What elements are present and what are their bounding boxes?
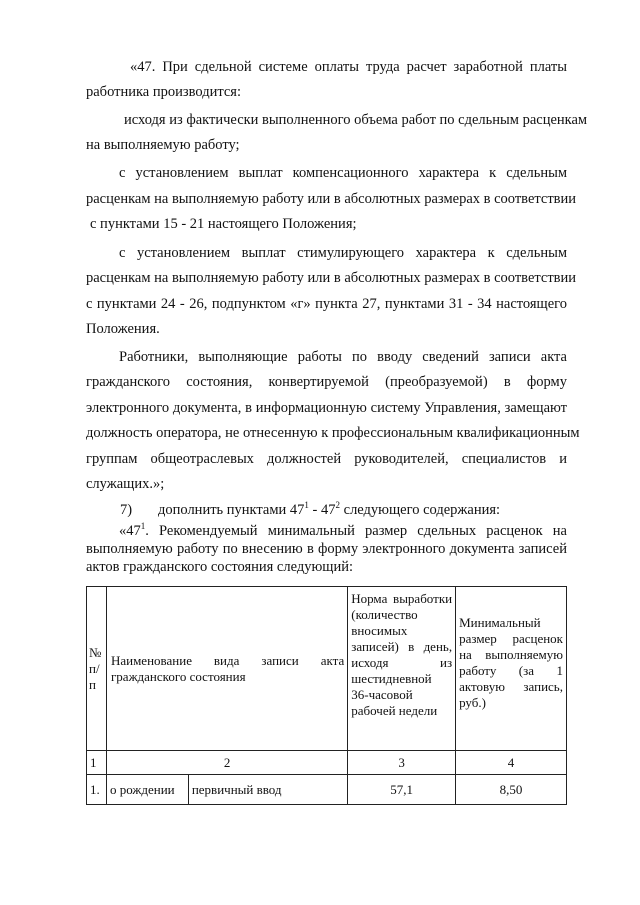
list-item-2-line-1: с установлением выплат компенсационного характера к сдельным: [119, 165, 567, 181]
list-item-3-line-2: расценкам на выполняемую работу или в абсолютных размерах в соответствии: [86, 270, 577, 286]
paragraph-operators-line-2: гражданского состояния, конвертируемой (преобразуемой) в форму: [86, 374, 567, 390]
list-item-2-line-3: с пунктами 15 - 21 настоящего Положения;: [90, 216, 357, 232]
colnum-1: 1: [87, 751, 107, 775]
paragraph-47-1-line-1: «$47^1$. Рекомендуемый минимальный размер сдельных расценок на: [119, 521, 567, 539]
paragraph-operators-line-1: Работники, выполняющие работы по вводу сведений записи акта: [119, 349, 567, 365]
paragraph-operators-line-6: служащих.»;: [86, 476, 165, 492]
colnum-3: 3: [348, 751, 456, 775]
row-record-type: о рождении: [106, 775, 188, 805]
table-colnum-row: [87, 751, 567, 775]
header-record-type: Наименование вида записи акта гражданского состояния: [106, 587, 347, 751]
header-min-rate: Минимальный размер расценок на выполняемую работу (за 1 актовую запись, руб.): [456, 587, 567, 751]
list-item-1-line-2: на выполняемую работу;: [86, 137, 240, 153]
paragraph-47-line-1: «47. При сдельной системе оплаты труда расчет заработной платы: [130, 59, 567, 75]
paragraph-47-line-2: работника производится:: [86, 84, 241, 100]
paragraph-47-1-line-2: выполняемую работу по внесению в форму электронного документа записей: [86, 541, 567, 557]
list-item-2-line-2: расценкам на выполняемую работу или в абсолютных размерах в соответствии: [86, 191, 577, 207]
colnum-4: 4: [456, 751, 567, 775]
row-number: 1.: [87, 775, 107, 805]
list-item-3-line-4: Положения.: [86, 321, 160, 337]
row-min-rate-value: 8,50: [456, 775, 567, 805]
list-item-3-line-3: с пунктами 24 - 26, подпунктом «г» пункта 27, пунктами 31 - 34 настоящего: [86, 296, 567, 312]
paragraph-47-1-line-3: актов гражданского состояния следующий:: [86, 559, 354, 575]
header-norm: Норма выработки (количество вносимых записей) в день, исходя из шестидневной 36-часовой рабочей недели: [348, 587, 456, 751]
rates-table: [86, 586, 567, 805]
row-norm-value: 57,1: [348, 775, 456, 805]
list-item-3-line-1: с установлением выплат стимулирующего характера к сдельным: [119, 245, 567, 261]
item-7-text: дополнить пунктами $47^1 - 47^2$ следующего содержания:: [158, 500, 501, 518]
item-7-number: 7): [120, 502, 133, 518]
paragraph-operators-line-3: электронного документа, в информационную систему Управления, замещают: [86, 400, 567, 416]
paragraph-operators-line-5: группам общеотраслевых должностей руководителей, специалистов и: [86, 451, 567, 467]
colnum-2: 2: [106, 751, 347, 775]
table-row: [87, 775, 567, 805]
paragraph-operators-line-4: должность оператора, не отнесенную к профессиональным квалификационным: [86, 425, 580, 441]
header-number: № п/п: [87, 587, 107, 751]
list-item-1-line-1: исходя из фактически выполненного объема работ по сдельным расценкам: [124, 112, 588, 128]
table-header-row: [87, 587, 567, 751]
row-entry-kind: первичный ввод: [188, 775, 347, 805]
